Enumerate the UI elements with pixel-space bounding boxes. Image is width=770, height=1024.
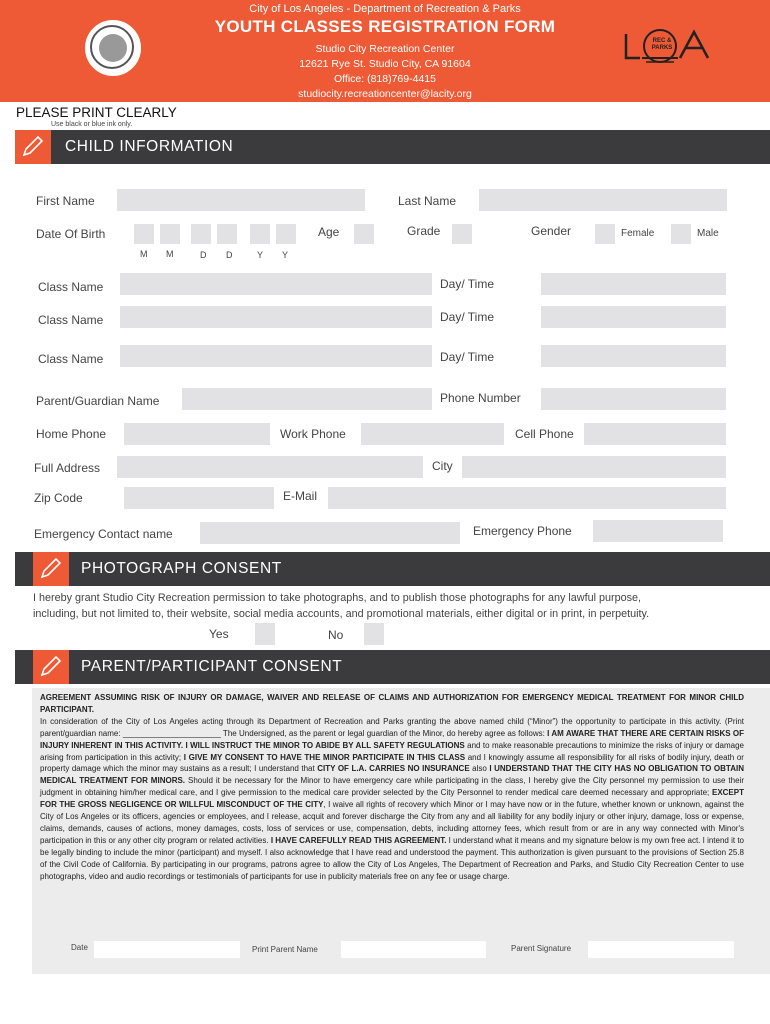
- dob-letter: Y: [282, 250, 289, 260]
- email-field[interactable]: [328, 487, 726, 509]
- parent-name-field[interactable]: [182, 388, 432, 410]
- gender-label: Gender: [531, 224, 572, 238]
- agreement-text: and I knowingly assume all responsibility for all risks of bodily injury, death or property damage which the minor may sustains as a result; I understand that: [40, 752, 744, 774]
- form-title: YOUTH CLASSES REGISTRATION FORM: [214, 17, 556, 36]
- dob-letter: D: [200, 250, 207, 260]
- date-label: Date: [71, 943, 88, 952]
- consent-agreement-text: [40, 692, 744, 883]
- dob-letter: Y: [257, 250, 264, 260]
- day-time-label: Day/ Time: [440, 277, 495, 291]
- home-phone-field[interactable]: [124, 423, 270, 445]
- agreement-bold: I AM AWARE THAT THERE ARE CERTAIN RISKS OF INJURY INHERENT IN THIS ACTIVITY. I WILL INSTRUCT THE MINOR TO ABIDE BY ALL SAFETY REGULATIONS: [40, 728, 744, 750]
- photo-no-checkbox[interactable]: [364, 623, 384, 645]
- home-phone-label: Home Phone: [36, 427, 107, 441]
- first-name-label: First Name: [36, 194, 95, 208]
- photo-consent-title: PHOTOGRAPH CONSENT: [81, 560, 282, 577]
- cell-phone-label: Cell Phone: [515, 427, 574, 441]
- dob-letter: D: [226, 250, 233, 260]
- work-phone-field[interactable]: [361, 423, 504, 445]
- class-name-label: Class Name: [38, 313, 104, 327]
- parent-signature-field[interactable]: [588, 941, 734, 958]
- dob-month-1-box[interactable]: [134, 224, 154, 244]
- emergency-name-label: Emergency Contact name: [34, 527, 173, 541]
- grade-label: Grade: [407, 224, 441, 238]
- day-time-3-field[interactable]: [541, 345, 726, 367]
- class-name-3-field[interactable]: [120, 345, 432, 367]
- full-address-label: Full Address: [34, 461, 101, 475]
- cell-phone-field[interactable]: [584, 423, 726, 445]
- work-phone-label: Work Phone: [280, 427, 346, 441]
- parent-name-label: Parent/Guardian Name: [36, 394, 160, 408]
- agreement-text: I understand what it means and my signature below is my own free act. I intend it to be legally binding to include the minor (participant) and myself. I also acknowledge that I have read and understood the payment. This authorization is given pursuant to the provisions of Section 25.8 of the Civil Code of California. By participating in our programs, patrons agree to allow the City of Los Angeles, The Department of Recreation and Parks, and Studio City Recreation Center to use photographs, video and audio recordings or testimonials of participants for use in publicity materials free on any fee or usage charge.: [40, 835, 745, 881]
- zip-code-label: Zip Code: [34, 491, 83, 505]
- emergency-name-field[interactable]: [200, 522, 460, 544]
- parent-consent-bar: [15, 650, 770, 684]
- class-name-label: Class Name: [38, 280, 104, 294]
- female-checkbox[interactable]: [595, 224, 615, 244]
- class-name-1-field[interactable]: [120, 273, 432, 295]
- age-field[interactable]: [354, 224, 374, 244]
- pencil-icon: [33, 650, 69, 684]
- agreement-bold: EXCEPT FOR THE GROSS NEGLIGENCE OR WILLFUL MISCONDUCT OF THE CITY: [40, 788, 744, 810]
- pencil-icon: [33, 552, 69, 586]
- last-name-label: Last Name: [398, 194, 457, 208]
- last-name-field[interactable]: [479, 189, 727, 211]
- day-time-1-field[interactable]: [541, 273, 726, 295]
- child-info-bar: [15, 130, 770, 164]
- photo-consent-text: I hereby grant Studio City Recreation permission to take photographs, and to publish those photographs for any lawful purpose,: [33, 592, 641, 604]
- dob-year-1-box[interactable]: [250, 224, 270, 244]
- emergency-phone-field[interactable]: [593, 520, 723, 542]
- photo-yes-checkbox[interactable]: [255, 623, 275, 645]
- first-name-field[interactable]: [117, 189, 365, 211]
- agreement-text: Should it be necessary for the Minor to have emergency care while participating in the class, I hereby give the City personnel my permission to use their judgment in obtaining him/her medical care, and I give permission to the medical care provider selected by the City Personnel to render medical care deemed necessary and appropriate;: [40, 776, 744, 798]
- class-name-label: Class Name: [38, 352, 104, 366]
- day-time-label: Day/ Time: [440, 310, 495, 324]
- date-field[interactable]: [94, 941, 240, 958]
- center-name: Studio City Recreation Center: [315, 43, 455, 55]
- consent-agreement-box: [32, 688, 770, 974]
- dob-label: Date Of Birth: [36, 227, 106, 241]
- grade-field[interactable]: [452, 224, 472, 244]
- print-parent-label: Print Parent Name: [252, 945, 318, 954]
- agreement-bold: I GIVE MY CONSENT TO HAVE THE MINOR PARTICIPATE IN THIS CLASS: [183, 752, 466, 762]
- pencil-icon: [15, 130, 51, 164]
- agreement-text: , I waive all rights of recovery which Minor or I may have now or in the future, whether known or unknown, against the City of Los Angeles or its officers, agencies or employees, and I release, acquit and forever discharge the City from any and all liability for any bodily injury or other injury, damage, loss or expense, claims, demands, causes of actions, money damages, costs, loss of services or use, compensation, debts, including attorney fees, which result from or are in any way connected with Minor's participation in this or any other city program or related activities.: [40, 800, 744, 845]
- agreement-bold: CITY OF L.A. CARRIES NO INSURANCE: [317, 764, 470, 774]
- photo-yes-label: Yes: [209, 627, 229, 641]
- print-parent-field[interactable]: [341, 941, 486, 958]
- city-label: City: [432, 459, 453, 473]
- dob-letter: M: [166, 249, 174, 259]
- phone-number-label: Phone Number: [440, 391, 521, 405]
- day-time-label: Day/ Time: [440, 350, 495, 364]
- dob-month-2-box[interactable]: [160, 224, 180, 244]
- center-address: 12621 Rye St. Studio City, CA 91604: [299, 58, 471, 70]
- agreement-bold: I HAVE CAREFULLY READ THIS AGREEMENT.: [270, 835, 447, 845]
- office-phone: Office: (818)769-4415: [334, 73, 436, 85]
- agreement-text: In consideration of the City of Los Angeles acting through its Department of Recreation and Parks granting the above named child (“Minor”) the opportunity to participate in this activity. (Print parent/guardian name: ______________________ The Undersigned, as the parent or legal guardian of the Minor, do hereby agree as follows:: [40, 716, 744, 738]
- dob-year-2-box[interactable]: [276, 224, 296, 244]
- agreement-heading: AGREEMENT ASSUMING RISK OF INJURY OR DAMAGE, WAIVER AND RELEASE OF CLAIMS AND AUTHORIZATION FOR EMERGENCY MEDICAL TREATMENT FOR MINOR CHILD PARTICIPANT.: [40, 693, 744, 714]
- agreement-text: also: [472, 764, 487, 774]
- day-time-2-field[interactable]: [541, 306, 726, 328]
- age-label: Age: [318, 225, 340, 239]
- child-info-title: CHILD INFORMATION: [65, 138, 234, 155]
- phone-number-field[interactable]: [541, 388, 726, 410]
- photo-consent-bar: [15, 552, 770, 586]
- class-name-2-field[interactable]: [120, 306, 432, 328]
- female-label: Female: [621, 228, 655, 239]
- emergency-phone-label: Emergency Phone: [473, 524, 572, 538]
- ink-notice: Use black or blue ink only.: [51, 121, 133, 128]
- dob-day-1-box[interactable]: [191, 224, 211, 244]
- zip-code-field[interactable]: [124, 487, 274, 509]
- logo-text: REC & PARKS: [651, 38, 673, 51]
- print-notice: PLEASE PRINT CLEARLY: [16, 105, 177, 120]
- dob-letter: M: [140, 249, 148, 259]
- parent-signature-label: Parent Signature: [511, 944, 572, 953]
- full-address-field[interactable]: [117, 456, 423, 478]
- male-label: Male: [697, 228, 719, 239]
- agreement-text: and to make reasonable precautions to minimize the risks of injury or damage arising from participation in this activity;: [40, 740, 744, 762]
- agreement-bold: I UNDERSTAND THAT THE CITY HAS NO OBLIGATION TO OBTAIN MEDICAL TREATMENT FOR MINORS.: [40, 764, 744, 786]
- center-email: studiocity.recreationcenter@lacity.org: [298, 88, 472, 100]
- page-header: [0, 0, 770, 102]
- male-checkbox[interactable]: [671, 224, 691, 244]
- city-field[interactable]: [462, 456, 726, 478]
- photo-consent-text: including, but not limited to, their website, social media accounts, and promotional materials, either digital or in print, in perpetuity.: [33, 608, 650, 620]
- parent-consent-title: PARENT/PARTICIPANT CONSENT: [81, 658, 343, 675]
- agency-name: City of Los Angeles - Department of Recreation & Parks: [249, 3, 521, 15]
- photo-no-label: No: [328, 628, 344, 642]
- dob-day-2-box[interactable]: [217, 224, 237, 244]
- email-label: E-Mail: [283, 489, 318, 503]
